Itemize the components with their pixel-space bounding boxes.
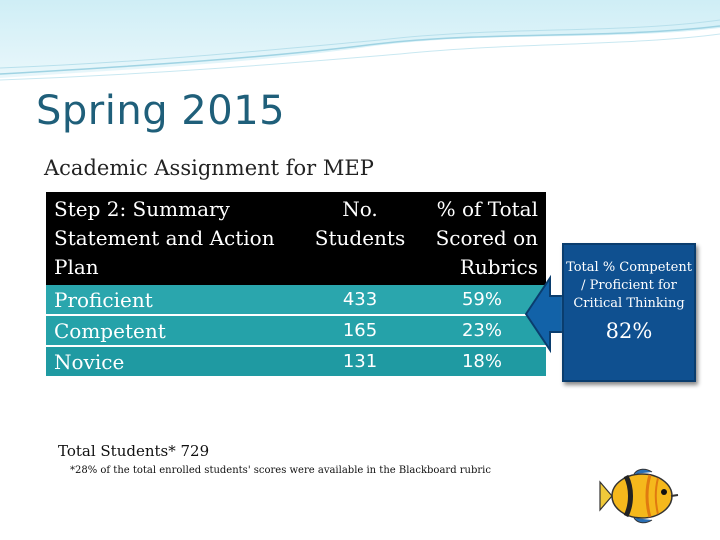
row-percent: 59% [418,285,546,315]
callout-value: 82% [605,319,653,343]
decorative-wave-band [0,0,720,90]
total-students: Total Students* 729 [58,442,210,460]
table-header-row [46,192,546,285]
critical-thinking-callout [562,243,696,382]
row-percent: 23% [418,315,546,346]
table-row [46,285,546,315]
slide-subtitle: Academic Assignment for MEP [44,156,374,180]
row-label: Novice [46,346,302,376]
table-row [46,315,546,346]
butterflyfish-icon [598,468,680,524]
row-label: Proficient [46,285,302,315]
footnote: *28% of the total enrolled students' scores were available in the Blackboard rubric [70,465,491,476]
callout-text: Total % Competent / Proficient for Critical Thinking [566,260,692,311]
row-count: 165 [302,315,418,346]
row-percent: 18% [418,346,546,376]
row-count: 433 [302,285,418,315]
header-students: No. Students [302,192,418,285]
rubric-results-table [46,192,546,376]
table-row [46,346,546,376]
row-count: 131 [302,346,418,376]
slide-title: Spring 2015 [36,88,286,134]
row-label: Competent [46,315,302,346]
header-percent: % of Total Scored on Rubrics [418,192,546,285]
header-step: Step 2: Summary Statement and Action Plan [46,192,302,285]
